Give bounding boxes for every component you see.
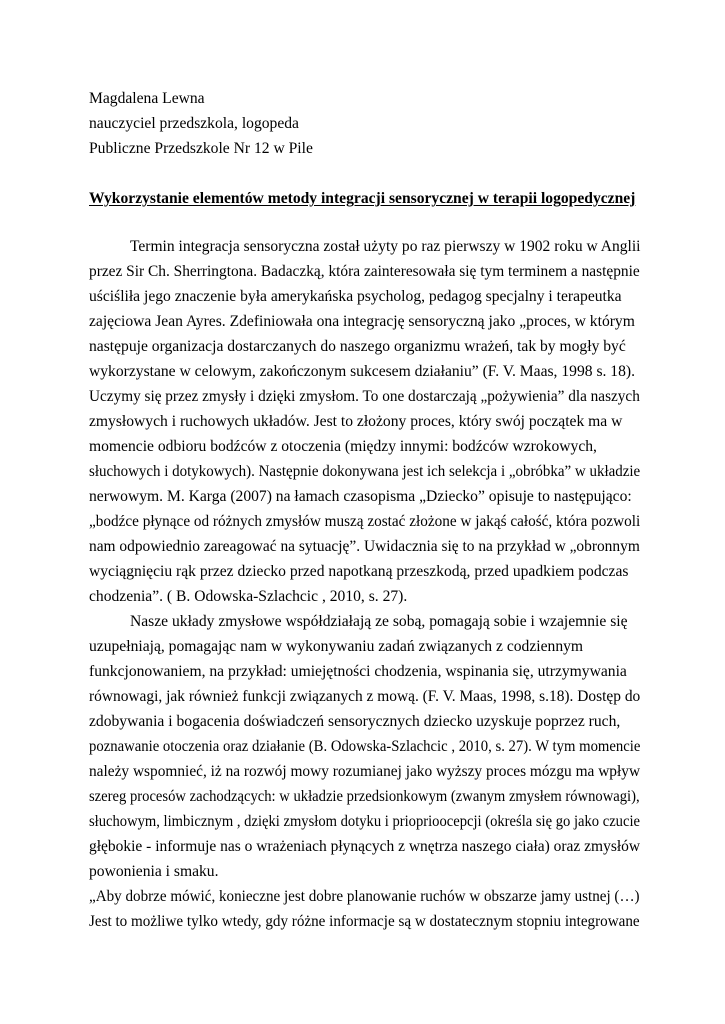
body-line: równowagi, jak również funkcji związanych z mową. (F. V. Maas, 1998, s.18). Dostęp do [89, 688, 641, 705]
body-line: zajęciowa Jean Ayres. Zdefiniowała ona integrację sensoryczną jako „proces, w którym [89, 313, 635, 330]
body-line: nerwowym. M. Karga (2007) na łamach czasopisma „Dziecko” opisuje to następująco: [89, 488, 632, 505]
body-line: zdobywania i bogacenia doświadczeń sensorycznych dziecko uzyskuje poprzez ruch, [89, 713, 621, 730]
body-line: głębokie - informuje nas o wrażeniach płynących z wnętrza naszego ciała) oraz zmysłów [89, 838, 641, 855]
body-line: Termin integracja sensoryczna został użyty po raz pierwszy w 1902 roku w Anglii [130, 238, 641, 255]
author-institution: Publiczne Przedszkole Nr 12 w Pile [89, 140, 313, 157]
body-line: przez Sir Ch. Sherringtona. Badaczką, która zainteresowała się tym terminem a następnie [89, 263, 640, 280]
body-line: wykorzystane w celowym, zakończonym sukcesem działaniu” (F. V. Maas, 1998 s. 18). [89, 363, 635, 380]
body-line: zmysłowych i ruchowych układów. Jest to złożony proces, który swój początek ma w [89, 413, 623, 430]
body-line: chodzenia”. ( B. Odowska-Szlachcic , 2010, s. 27). [89, 588, 408, 605]
author-role: nauczyciel przedszkola, logopeda [89, 115, 299, 132]
body-line: Jest to możliwe tylko wtedy, gdy różne informacje są w dostatecznym stopniu integrowane [89, 913, 640, 930]
body-line: uściśliła jego znaczenie była amerykańska psycholog, pedagog specjalny i terapeutka [89, 288, 622, 305]
body-line: „Aby dobrze mówić, konieczne jest dobre planowanie ruchów w obszarze jamy ustnej (…) [89, 888, 640, 905]
body-line: nam odpowiednio zareagować na sytuację”. Uwidacznia się to na przykład w „obronnym [89, 538, 640, 555]
body-line: szereg procesów zachodzących: w układzie przedsionkowym (zwanym zmysłem równowagi), [89, 788, 640, 805]
document-title: Wykorzystanie elementów metody integracji sensorycznej w terapii logopedycznej [89, 190, 636, 207]
body-line: uzupełniają, pomagając nam w wykonywaniu zadań związanych z codziennym [89, 638, 584, 655]
body-line: powonienia i smaku. [89, 863, 219, 880]
body-line: funkcjonowaniem, na przykład: umiejętności chodzenia, wspinania się, utrzymywania [89, 663, 627, 680]
body-line: należy wspomnieć, iż na rozwój mowy rozumianej jako wyższy proces mózgu ma wpływ [89, 763, 641, 780]
body-line: Nasze układy zmysłowe współdziałają ze sobą, pomagają sobie i wzajemnie się [130, 613, 628, 630]
author-name: Magdalena Lewna [89, 90, 205, 107]
body-line: Uczymy się przez zmysły i dzięki zmysłom. To one dostarczają „pożywienia” dla naszych [89, 388, 640, 405]
body-line: „bodźce płynące od różnych zmysłów muszą zostać złożone w jakąś całość, która pozwoli [89, 513, 641, 530]
body-line: momencie odbioru bodźców z otoczenia (między innymi: bodźców wzrokowych, [89, 438, 597, 455]
body-line: słuchowych i dotykowych). Następnie dokonywana jest ich selekcja i „obróbka” w układzie [89, 463, 641, 480]
body-line: następuje organizacja dostarczanych do naszego organizmu wrażeń, tak by mogły być [89, 338, 626, 355]
body-line: słuchowym, limbicznym , dzięki zmysłom dotyku i prioprioocepcji (określa się go jako czucie [89, 813, 640, 830]
body-line: wyciągnięciu rąk przez dziecko przed napotkaną przeszkodą, przed upadkiem podczas [89, 563, 629, 580]
body-line: poznawanie otoczenia oraz działanie (B. Odowska-Szlachcic , 2010, s. 27). W tym momencie [89, 738, 641, 755]
